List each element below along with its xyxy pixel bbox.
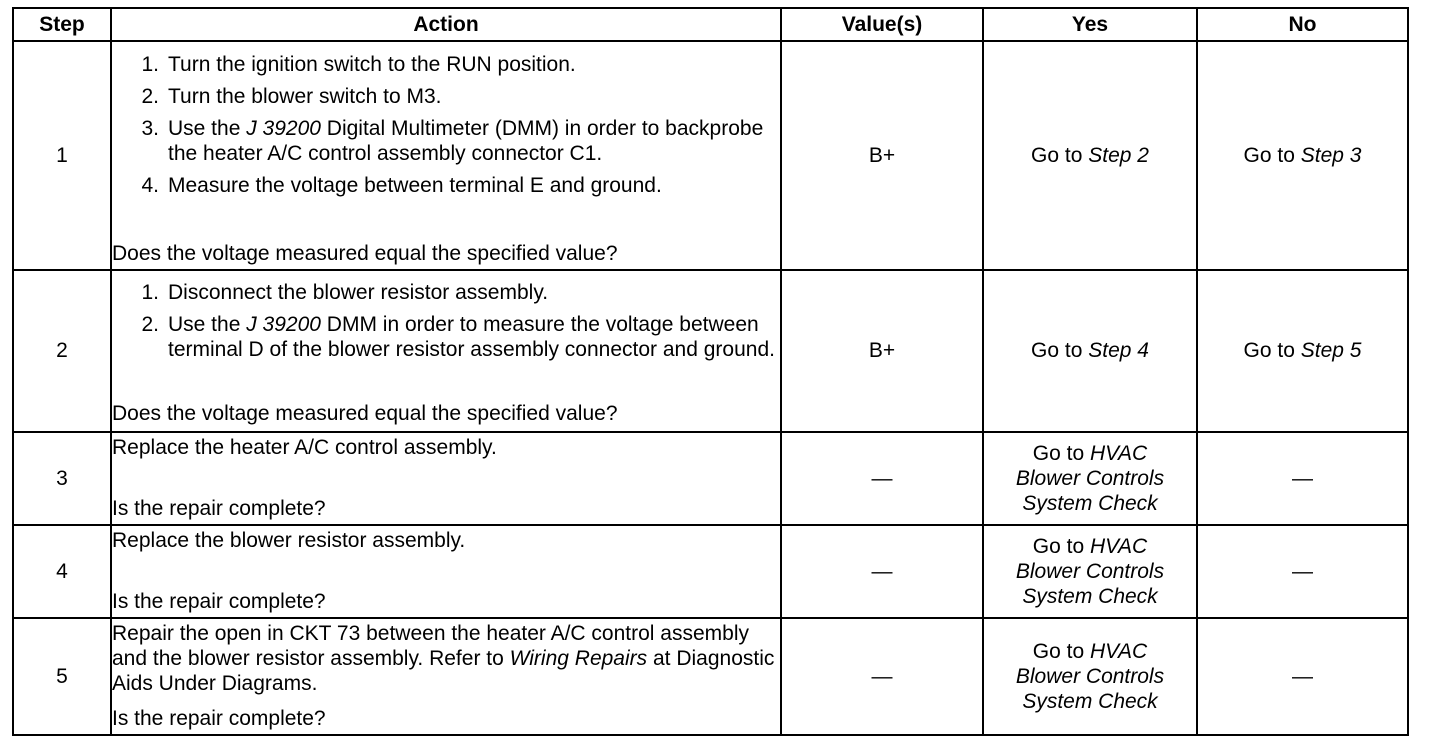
check-link[interactable]: HVAC (1090, 640, 1148, 664)
list-item: 2. Use the J 39200 DMM in order to measure the voltage between terminal D of the blower resistor assembly connector and ground. (141, 313, 775, 362)
step-link[interactable]: Step 2 (1088, 143, 1149, 167)
header-no: No (1197, 8, 1408, 41)
check-link[interactable]: HVAC (1090, 441, 1148, 465)
diagnostic-table-container (12, 7, 1407, 736)
value-cell: — (781, 618, 983, 735)
action-cell (111, 41, 781, 270)
no-cell: — (1197, 618, 1408, 735)
value-cell: — (781, 432, 983, 525)
action-cell (111, 270, 781, 432)
step-link[interactable]: Step 4 (1088, 339, 1149, 363)
question-text: Does the voltage measured equal the specified value? (112, 242, 618, 266)
header-values: Value(s) (781, 8, 983, 41)
value-cell: — (781, 525, 983, 618)
step-number: 4 (13, 525, 111, 618)
header-yes: Yes (983, 8, 1197, 41)
yes-cell: Go to Step 2 (983, 41, 1197, 270)
step-link[interactable]: Step 3 (1300, 143, 1362, 167)
step-number: 5 (13, 618, 111, 735)
check-link[interactable]: HVAC (1090, 535, 1148, 559)
step-number: 1 (13, 41, 111, 270)
value-cell: B+ (781, 41, 983, 270)
list-item: 1. Turn the ignition switch to the RUN position. (141, 53, 576, 77)
no-cell: — (1197, 432, 1408, 525)
action-cell (111, 525, 781, 618)
table-row (13, 432, 1408, 525)
table-row (13, 41, 1408, 270)
step-number: 3 (13, 432, 111, 525)
value-cell: B+ (781, 270, 983, 432)
header-row (13, 8, 1408, 41)
action-text: Repair the open in CKT 73 between the heater A/C control assembly and the blower resistor assembly. Refer to Wiring Repairs at Diagnostic Aids Under Diagrams. (112, 621, 775, 695)
tool-reference: J 39200 (246, 117, 321, 141)
no-cell: Go to Step 5 (1197, 270, 1408, 432)
diagnostic-table (12, 7, 1409, 736)
no-cell: Go to Step 3 (1197, 41, 1408, 270)
yes-cell: Go to HVAC Blower Controls System Check (983, 432, 1197, 525)
action-cell (111, 432, 781, 525)
action-text: Replace the blower resistor assembly. (112, 529, 466, 553)
question-text: Is the repair complete? (112, 590, 326, 614)
list-item: 3. Use the J 39200 Digital Multimeter (DMM) in order to backprobe the heater A/C control assembly connector C1. (141, 117, 764, 166)
table-row (13, 525, 1408, 618)
question-text: Is the repair complete? (112, 706, 326, 730)
action-steps (112, 52, 780, 205)
wiring-repairs-link[interactable]: Wiring Repairs (509, 646, 648, 670)
yes-cell: Go to HVAC Blower Controls System Check (983, 618, 1197, 735)
header-step: Step (13, 8, 111, 41)
action-text: Replace the heater A/C control assembly. (112, 435, 497, 459)
no-cell: — (1197, 525, 1408, 618)
table-row (13, 270, 1408, 432)
step-number: 2 (13, 270, 111, 432)
action-steps (112, 280, 780, 369)
yes-cell: Go to HVAC Blower Controls System Check (983, 525, 1197, 618)
table-row (13, 618, 1408, 735)
list-item: 1. Disconnect the blower resistor assembly. (141, 281, 549, 305)
question-text: Does the voltage measured equal the specified value? (112, 402, 618, 426)
list-item: 4. Measure the voltage between terminal E and ground. (141, 174, 662, 198)
yes-cell: Go to Step 4 (983, 270, 1197, 432)
header-action: Action (111, 8, 781, 41)
list-item: 2. Turn the blower switch to M3. (141, 85, 442, 109)
step-link[interactable]: Step 5 (1300, 339, 1362, 363)
question-text: Is the repair complete? (112, 496, 326, 520)
action-cell (111, 618, 781, 735)
tool-reference: J 39200 (246, 313, 321, 337)
